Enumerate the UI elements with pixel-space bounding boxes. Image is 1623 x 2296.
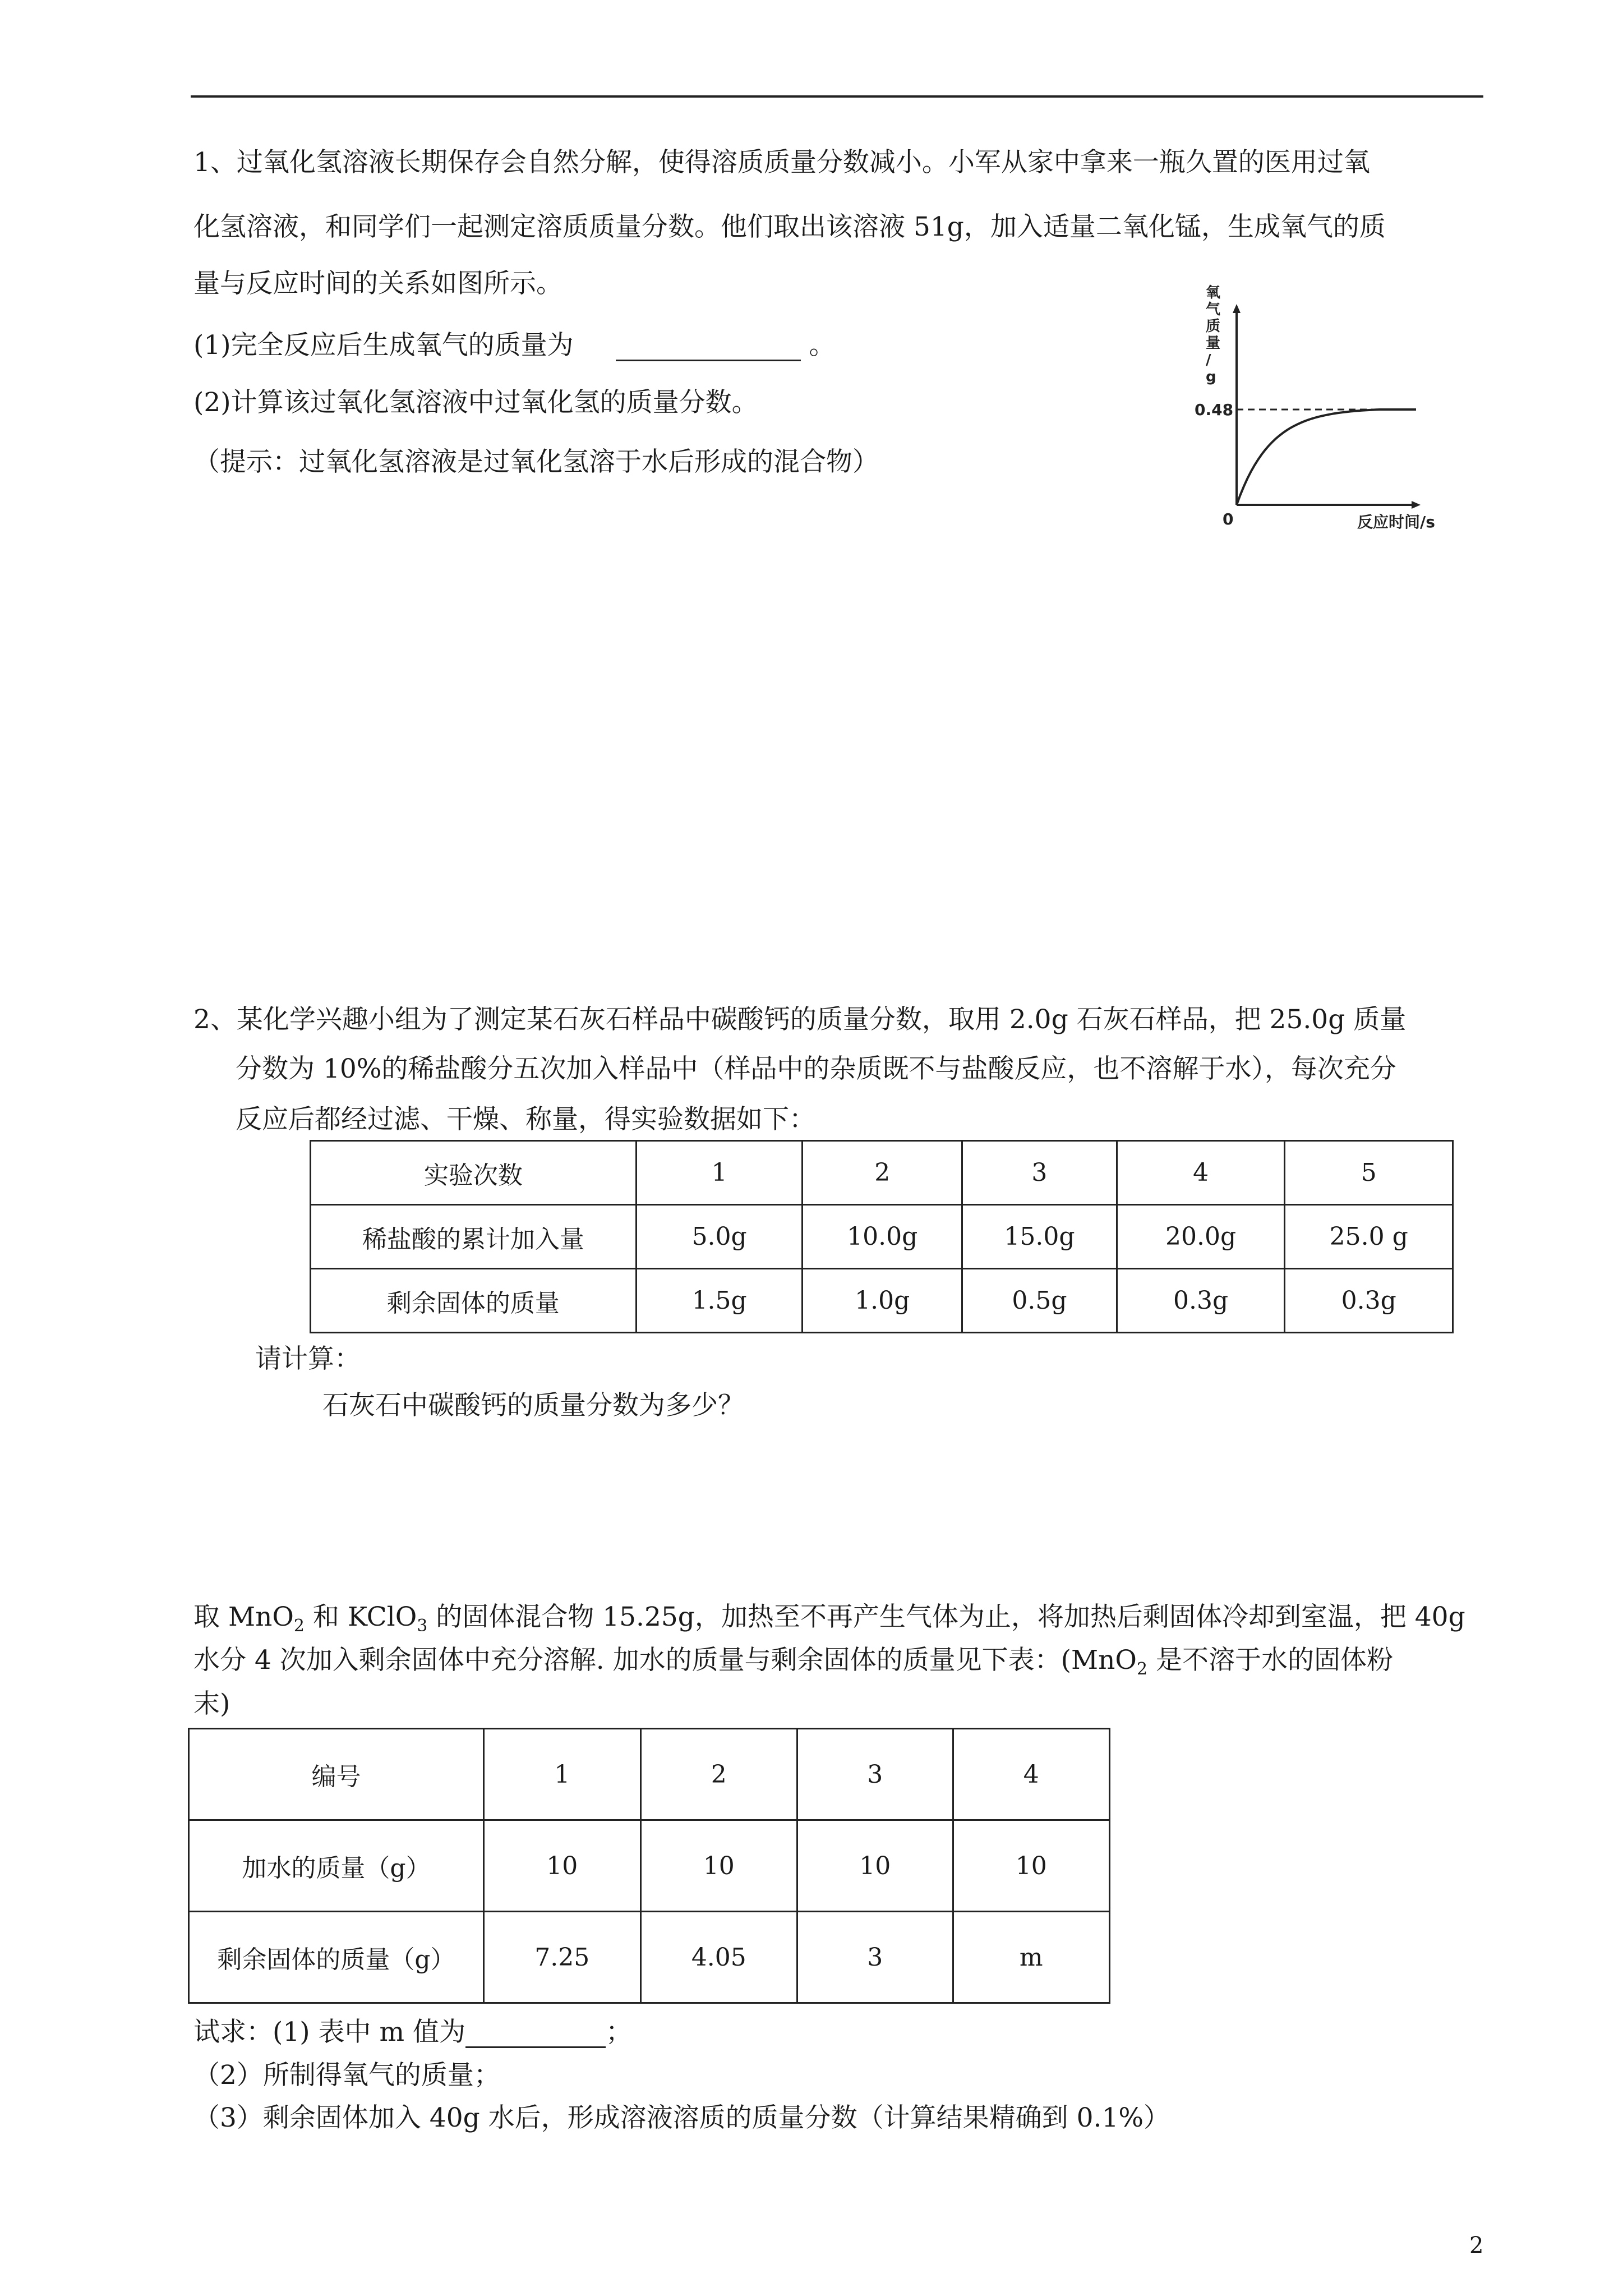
q3-line3: 末) <box>193 1688 230 1719</box>
table-cell: 4 <box>1117 1141 1285 1205</box>
table-cell: 1 <box>636 1141 803 1205</box>
q3-line1-part-b: 和 KClO <box>304 1602 417 1632</box>
table-cell: 3 <box>962 1141 1117 1205</box>
x-axis-label: 反应时间/s <box>1357 513 1435 531</box>
table-cell: 3 <box>797 1912 953 2003</box>
q1-subquestion-1 <box>193 330 835 361</box>
table-row <box>311 1141 1453 1205</box>
table-cell: 0.3g <box>1285 1269 1453 1333</box>
table-cell: 5 <box>1285 1141 1453 1205</box>
q2-data-table <box>310 1140 1454 1333</box>
oxygen-mass-chart <box>1195 280 1441 544</box>
q2-ask: 请计算： <box>255 1343 361 1374</box>
q3-line2 <box>193 1645 1393 1679</box>
q3-sub1-text: 试求：(1) 表中 m 值为 <box>193 2017 465 2047</box>
table-cell: 1.0g <box>803 1269 962 1333</box>
origin-label: 0 <box>1223 510 1234 528</box>
row-header-cell: 稀盐酸的累计加入量 <box>311 1205 637 1269</box>
q3-line1-part-c: 的固体混合物 15.25g，加热至不再产生气体为止，将加热后剩固体冷却到室温，把 40g <box>427 1602 1465 1632</box>
table-row <box>311 1205 1453 1269</box>
table-cell: 2 <box>640 1729 797 1820</box>
table-cell: 3 <box>797 1729 953 1820</box>
table-row <box>311 1269 1453 1333</box>
y-axis-label <box>1206 284 1220 385</box>
q3-line1 <box>193 1602 1465 1636</box>
x-axis-arrow <box>1412 501 1421 509</box>
table-cell: 2 <box>803 1141 962 1205</box>
table-cell: 0.5g <box>962 1269 1117 1333</box>
q1-subquestion-2: (2)计算该过氧化氢溶液中过氧化氢的质量分数。 <box>193 387 758 418</box>
q1-line3: 量与反应时间的关系如图所示。 <box>193 268 562 299</box>
table-cell: m <box>953 1912 1109 2003</box>
table-cell: 4 <box>953 1729 1109 1820</box>
y-axis-label-char: 气 <box>1206 301 1221 318</box>
q1-line1: 1、过氧化氢溶液长期保存会自然分解，使得溶质质量分数减小。小军从家中拿来一瓶久置的医用过氧 <box>193 147 1370 178</box>
y-axis-label-char: 质 <box>1206 318 1221 335</box>
row-header-cell: 剩余固体的质量（g） <box>189 1912 484 2003</box>
table-cell: 10.0g <box>803 1205 962 1269</box>
table-row <box>189 1820 1110 1912</box>
table-cell: 25.0 g <box>1285 1205 1453 1269</box>
page-number: 2 <box>1469 2233 1484 2258</box>
q3-subquestion-1 <box>193 2017 632 2048</box>
q2-line1: 2、某化学兴趣小组为了测定某石灰石样品中碳酸钙的质量分数，取用 2.0g 石灰石样品，把 25.0g 质量 <box>193 1004 1407 1035</box>
table-cell: 0.3g <box>1117 1269 1285 1333</box>
answer-blank[interactable] <box>465 2021 606 2048</box>
y-axis-label-char: g <box>1206 369 1216 385</box>
q1-line2: 化氢溶液，和同学们一起测定溶质质量分数。他们取出该溶液 51g，加入适量二氧化锰，生成氧气的质 <box>193 211 1386 242</box>
row-header-cell: 实验次数 <box>311 1141 637 1205</box>
table-row <box>189 1729 1110 1820</box>
q2-question: 石灰石中碳酸钙的质量分数为多少？ <box>322 1390 744 1421</box>
q3-data-table <box>188 1728 1110 2004</box>
q3-line1-part-a: 取 MnO <box>193 1602 294 1632</box>
q3-subquestion-3: （3）剩余固体加入 40g 水后，形成溶液溶质的质量分数（计算结果精确到 0.1%） <box>193 2102 1170 2133</box>
row-header-cell: 编号 <box>189 1729 484 1820</box>
y-axis-label-char: 氧 <box>1206 284 1221 301</box>
table-cell: 10 <box>797 1820 953 1912</box>
y-axis-label-char: 量 <box>1206 335 1221 352</box>
q3-subquestion-2: （2）所制得氧气的质量； <box>193 2060 500 2091</box>
q1-sub1-text: (1)完全反应后生成氧气的质量为 <box>193 330 574 361</box>
subscript: 2 <box>1136 1659 1148 1679</box>
table-row <box>189 1912 1110 2003</box>
table-cell: 1 <box>483 1729 640 1820</box>
subscript: 3 <box>417 1616 428 1636</box>
q3-line2-part-a: 水分 4 次加入剩余固体中充分溶解. 加水的质量与剩余固体的质量见下表：(MnO <box>193 1645 1137 1676</box>
table-cell: 15.0g <box>962 1205 1117 1269</box>
answer-blank[interactable] <box>616 334 801 361</box>
table-cell: 5.0g <box>636 1205 803 1269</box>
header-rule <box>191 95 1483 98</box>
table-cell: 4.05 <box>640 1912 797 2003</box>
row-header-cell: 加水的质量（g） <box>189 1820 484 1912</box>
table-cell: 10 <box>483 1820 640 1912</box>
table-cell: 20.0g <box>1117 1205 1285 1269</box>
q2-line3: 反应后都经过滤、干燥、称量，得实验数据如下： <box>236 1104 815 1135</box>
row-header-cell: 剩余固体的质量 <box>311 1269 637 1333</box>
q2-line2: 分数为 10%的稀盐酸分五次加入样品中（样品中的杂质既不与盐酸反应，也不溶解于水），每次充分 <box>236 1053 1396 1084</box>
y-axis-label-char: / <box>1206 352 1211 369</box>
oxygen-curve <box>1237 409 1416 505</box>
table-cell: 10 <box>953 1820 1109 1912</box>
y-tick-label: 0.48 <box>1195 401 1234 419</box>
q1-hint: （提示：过氧化氢溶液是过氧化氢溶于水后形成的混合物） <box>193 447 879 477</box>
q3-line2-part-b: 是不溶于水的固体粉 <box>1147 1645 1393 1676</box>
y-axis-arrow <box>1233 304 1241 313</box>
q3-sub1-end: ； <box>605 2017 632 2047</box>
q1-sub1-end: 。 <box>809 330 836 361</box>
subscript: 2 <box>293 1616 305 1636</box>
table-cell: 1.5g <box>636 1269 803 1333</box>
table-cell: 10 <box>640 1820 797 1912</box>
table-cell: 7.25 <box>483 1912 640 2003</box>
